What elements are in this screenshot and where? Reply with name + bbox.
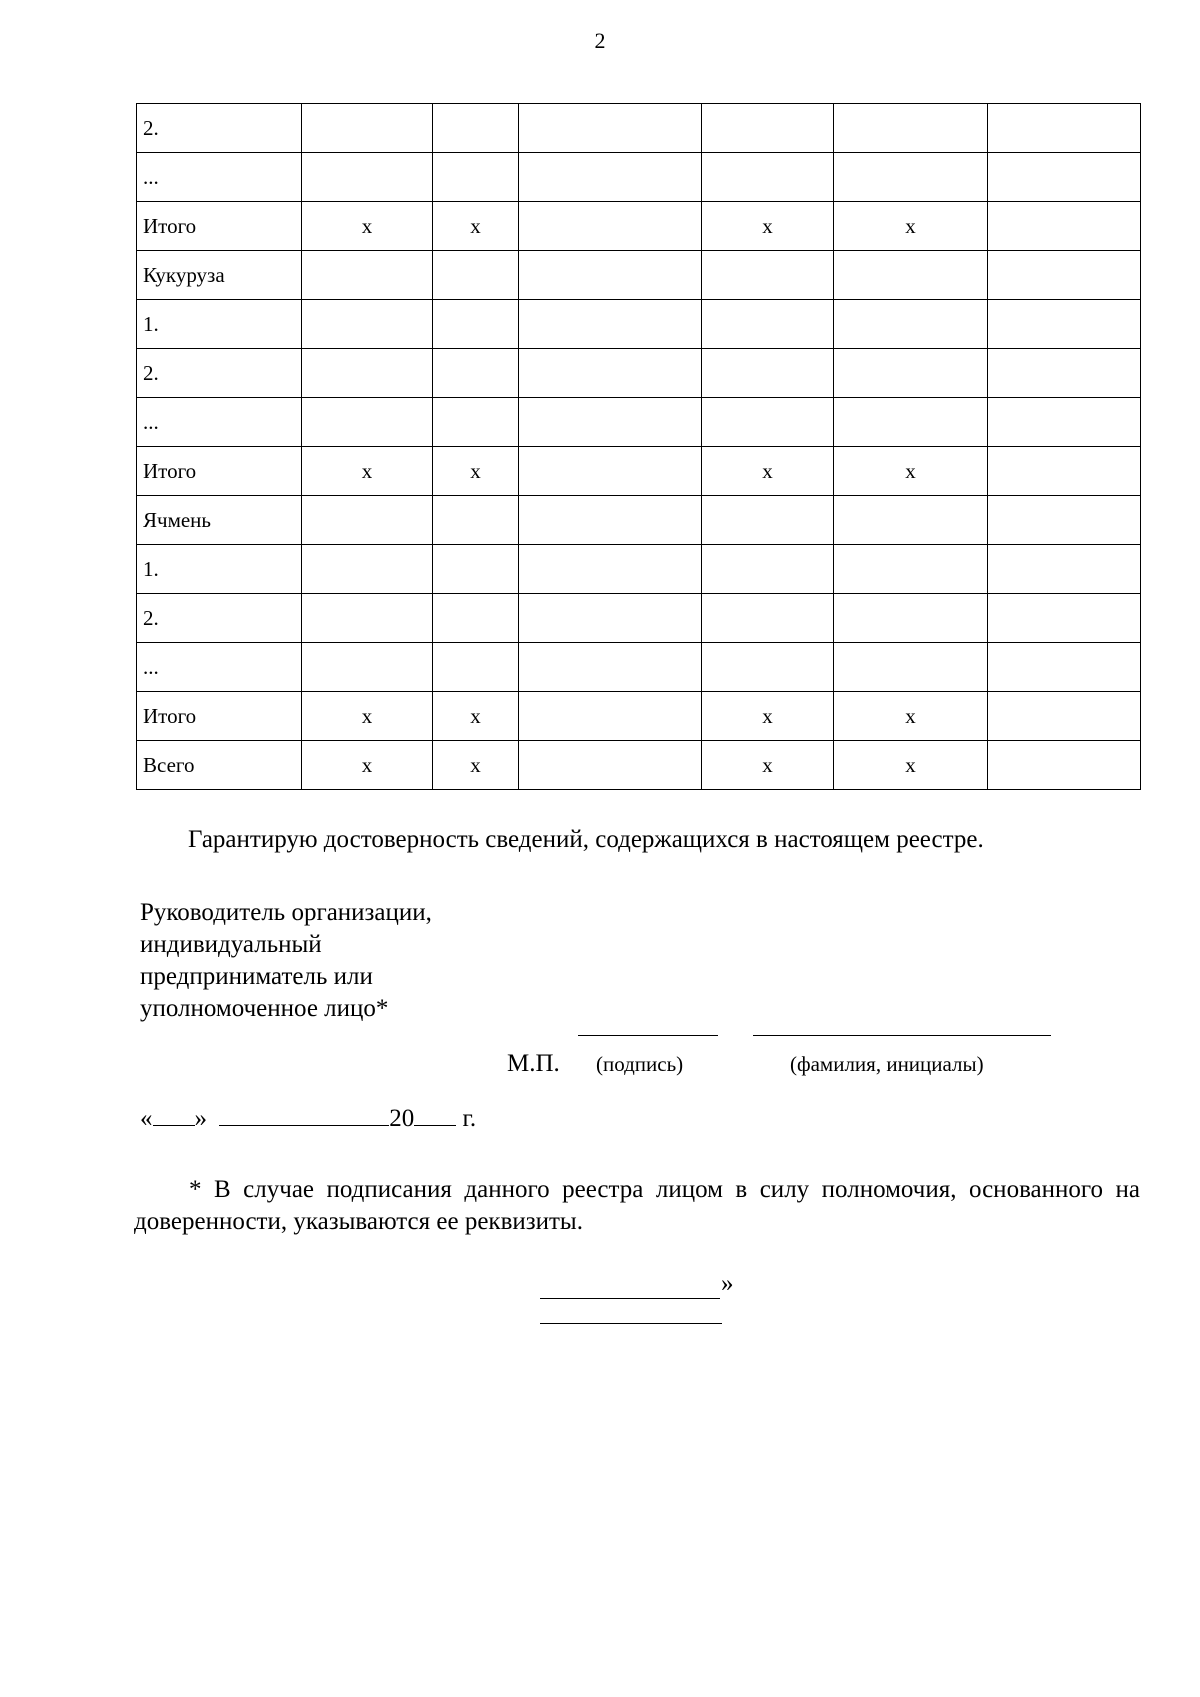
table-cell <box>834 349 988 398</box>
table-cell <box>433 545 519 594</box>
table-cell <box>302 398 433 447</box>
table-cell <box>702 594 834 643</box>
row-label-cell: 1. <box>137 545 302 594</box>
table-cell <box>988 643 1141 692</box>
row-label-cell: ... <box>137 153 302 202</box>
table-cell <box>302 643 433 692</box>
year-blank <box>414 1103 456 1126</box>
table-cell <box>433 300 519 349</box>
signer-line: уполномоченное лицо* <box>140 995 389 1022</box>
table-cell <box>433 349 519 398</box>
table-cell <box>834 545 988 594</box>
name-caption: (фамилия, инициалы) <box>790 1052 984 1076</box>
table-row <box>137 496 1141 545</box>
table-cell <box>988 496 1141 545</box>
table-cell: x <box>834 741 988 790</box>
year-suffix: г. <box>462 1105 477 1132</box>
table-cell: x <box>302 202 433 251</box>
table-cell <box>988 447 1141 496</box>
stamp-label: М.П. <box>507 1050 560 1077</box>
row-label-cell: 2. <box>137 349 302 398</box>
table-row <box>137 153 1141 202</box>
table-cell <box>988 741 1141 790</box>
registry-table <box>136 103 1141 790</box>
table-cell <box>302 594 433 643</box>
table-cell: x <box>433 447 519 496</box>
day-blank <box>153 1103 195 1126</box>
row-label-cell: 1. <box>137 300 302 349</box>
table-cell <box>988 300 1141 349</box>
table-cell <box>519 741 702 790</box>
table-row <box>137 300 1141 349</box>
table-row <box>137 202 1141 251</box>
signature-caption: (подпись) <box>596 1052 684 1076</box>
table-row <box>137 692 1141 741</box>
table-cell <box>988 545 1141 594</box>
table-cell: x <box>433 202 519 251</box>
table-cell <box>433 251 519 300</box>
table-cell <box>302 349 433 398</box>
table-cell <box>302 496 433 545</box>
table-cell <box>702 398 834 447</box>
closing-line <box>540 1276 720 1299</box>
table-cell <box>702 300 834 349</box>
month-blank <box>219 1103 389 1126</box>
table-cell <box>988 251 1141 300</box>
table-cell <box>302 300 433 349</box>
registry-table-body <box>137 104 1141 790</box>
table-row <box>137 545 1141 594</box>
table-cell <box>702 643 834 692</box>
row-label-cell: ... <box>137 643 302 692</box>
date-open-quote: « <box>140 1105 153 1132</box>
signature-line <box>578 1035 718 1036</box>
table-cell <box>834 300 988 349</box>
guarantee-statement: Гарантирую достоверность сведений, содержащихся в настоящем реестре. <box>188 826 984 853</box>
table-cell <box>519 398 702 447</box>
table-cell <box>519 496 702 545</box>
table-cell: x <box>302 447 433 496</box>
table-cell <box>519 447 702 496</box>
name-line <box>753 1035 1051 1036</box>
table-cell <box>519 643 702 692</box>
table-row <box>137 104 1141 153</box>
table-cell <box>519 300 702 349</box>
row-label-cell: Ячмень <box>137 496 302 545</box>
table-cell <box>433 398 519 447</box>
row-label-cell: Кукуруза <box>137 251 302 300</box>
table-cell: x <box>834 692 988 741</box>
table-cell: x <box>702 692 834 741</box>
row-label-cell: Итого <box>137 202 302 251</box>
date-close-quote: » <box>194 1105 207 1132</box>
table-cell <box>302 153 433 202</box>
table-cell <box>433 104 519 153</box>
table-cell <box>433 153 519 202</box>
table-row <box>137 594 1141 643</box>
table-cell: x <box>433 692 519 741</box>
table-cell <box>702 496 834 545</box>
table-cell <box>433 594 519 643</box>
table-cell <box>519 104 702 153</box>
table-cell <box>988 594 1141 643</box>
year-prefix: 20 <box>389 1105 415 1132</box>
table-cell: x <box>834 447 988 496</box>
table-cell <box>702 251 834 300</box>
row-label-cell: 2. <box>137 594 302 643</box>
table-cell: x <box>302 692 433 741</box>
row-label-cell: Итого <box>137 692 302 741</box>
table-cell: x <box>834 202 988 251</box>
table-cell <box>702 104 834 153</box>
table-cell <box>988 398 1141 447</box>
table-cell <box>702 349 834 398</box>
table-cell <box>834 104 988 153</box>
table-row <box>137 741 1141 790</box>
table-cell <box>834 251 988 300</box>
table-cell <box>834 594 988 643</box>
table-cell <box>988 202 1141 251</box>
date-field <box>140 1103 476 1133</box>
table-row <box>137 251 1141 300</box>
table-cell <box>519 153 702 202</box>
table-cell <box>519 594 702 643</box>
table-cell <box>302 251 433 300</box>
table-cell <box>988 153 1141 202</box>
table-cell <box>519 251 702 300</box>
signer-block <box>140 897 432 1025</box>
signer-line: предприниматель или <box>140 963 373 990</box>
signer-line: Руководитель организации, <box>140 899 432 926</box>
table-cell <box>433 643 519 692</box>
table-cell: x <box>702 202 834 251</box>
table-cell <box>433 496 519 545</box>
closing-line <box>540 1323 722 1324</box>
table-row <box>137 447 1141 496</box>
row-label-cell: ... <box>137 398 302 447</box>
table-cell <box>702 153 834 202</box>
table-cell <box>302 104 433 153</box>
signer-line: индивидуальный <box>140 931 322 958</box>
table-cell <box>834 496 988 545</box>
table-cell: x <box>702 447 834 496</box>
table-cell <box>519 692 702 741</box>
closing-quote: » <box>721 1270 734 1297</box>
table-row <box>137 398 1141 447</box>
table-row <box>137 349 1141 398</box>
table-cell <box>302 545 433 594</box>
table-cell <box>988 349 1141 398</box>
row-label-cell: Итого <box>137 447 302 496</box>
page-number: 2 <box>594 28 606 53</box>
table-cell <box>988 104 1141 153</box>
table-cell <box>988 692 1141 741</box>
table-cell <box>519 545 702 594</box>
table-cell: x <box>702 741 834 790</box>
row-label-cell: 2. <box>137 104 302 153</box>
table-cell: x <box>302 741 433 790</box>
table-row <box>137 643 1141 692</box>
table-cell <box>519 202 702 251</box>
table-cell <box>834 398 988 447</box>
table-cell <box>702 545 834 594</box>
table-cell <box>834 153 988 202</box>
table-cell <box>834 643 988 692</box>
row-label-cell: Всего <box>137 741 302 790</box>
table-cell: x <box>433 741 519 790</box>
table-cell <box>519 349 702 398</box>
footnote: * В случае подписания данного реестра лицом в силу полномочия, основанного на доверенности, указываются ее реквизиты. <box>134 1176 1140 1235</box>
